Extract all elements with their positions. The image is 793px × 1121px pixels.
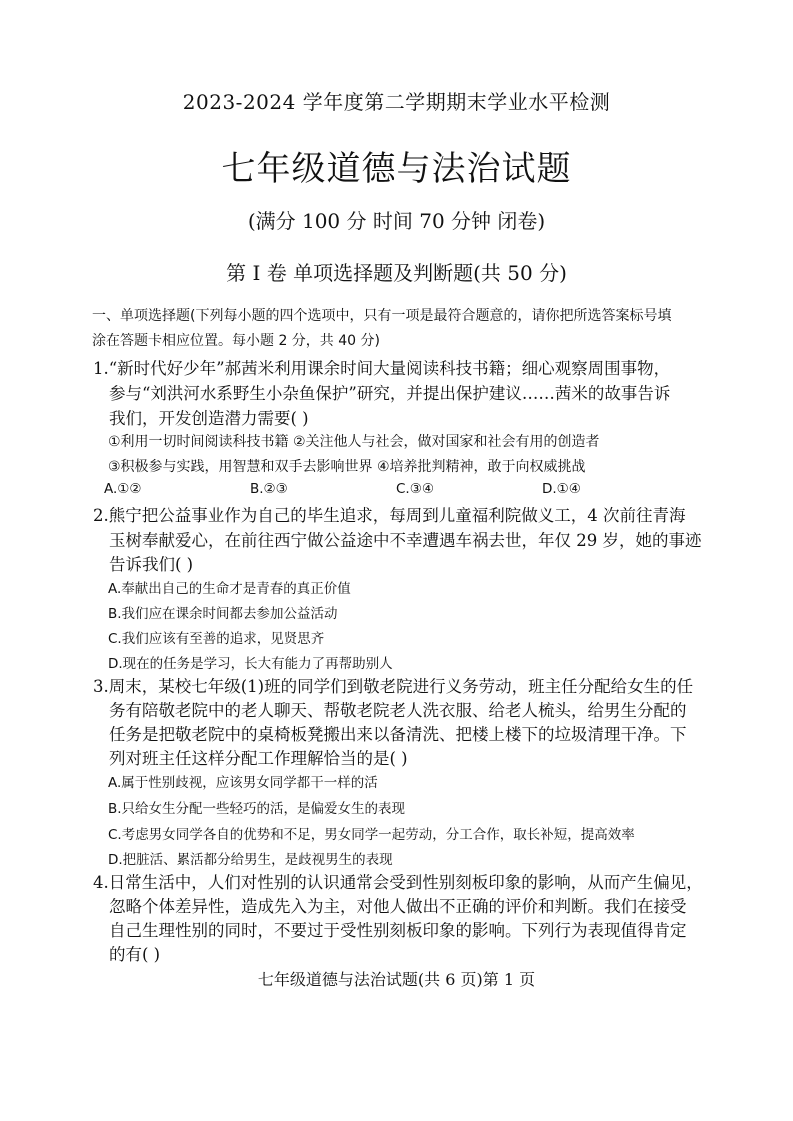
q2-option-c: C.我们应该有至善的追求，见贤思齐 — [108, 631, 325, 647]
q2-stem-line3: 告诉我们( ) — [109, 555, 194, 574]
q3-stem-line4: 列对班主任这样分配工作理解恰当的是( ) — [109, 749, 408, 768]
q3-stem-line2: 务有陪敬老院中的老人聊天、帮敬老院老人洗衣服、给老人梳头，给男生分配的 — [109, 701, 687, 720]
q4-stem-line1: 4.日常生活中，人们对性别的认识通常会受到性别刻板印象的影响，从而产生偏见， — [93, 873, 703, 892]
q2-option-a: A.奉献出自己的生命才是青春的真正价值 — [108, 581, 351, 597]
q3-option-c: C.考虑男女同学各自的优势和不足，男女同学一起劳动，分工合作，取长补短，提高效率 — [108, 827, 635, 843]
q2-stem-line1: 2.熊宁把公益事业作为自己的毕生追求，每周到儿童福利院做义工，4 次前往青海 — [93, 506, 686, 525]
q2-option-d: D.现在的任务是学习，长大有能力了再帮助别人 — [108, 656, 393, 672]
q4-stem-line2: 忽略个体差异性，造成先入为主，对他人做出不正确的评价和判断。我们在接受 — [109, 897, 687, 916]
q1-stem-line3: 我们，开发创造潜力需要( ) — [109, 409, 309, 428]
q1-statement-line1: ①利用一切时间阅读科技书籍 ②关注他人与社会，做对国家和社会有用的创造者 — [108, 434, 600, 450]
exam-name: 2023-2024 学年度第二学期期末学业水平检测 — [182, 90, 611, 114]
section1-instructions-line1: 一、单项选择题(下列每小题的四个选项中，只有一项是最符合题意的，请你把所选答案标号填 — [92, 308, 672, 324]
q3-option-d: D.把脏活、累活都分给男生，是歧视男生的表现 — [108, 852, 393, 868]
exam-info: (满分 100 分 时间 70 分钟 闭卷) — [247, 209, 546, 233]
section1-instructions-line2: 涂在答题卡相应位置。每小题 2 分，共 40 分) — [92, 333, 380, 349]
q2-stem-line2: 玉树奉献爱心，在前往西宁做公益途中不幸遭遇车祸去世，年仅 29 岁，她的事迹 — [109, 531, 702, 550]
q1-statement-line2: ③积极参与实践，用智慧和双手去影响世界 ④培养批判精神，敢于向权威挑战 — [108, 459, 586, 475]
q3-stem-line1: 3.周末，某校七年级(1)班的同学们到敬老院进行义务劳动，班主任分配给女生的任 — [93, 677, 694, 696]
q3-stem-line3: 任务是把敬老院中的桌椅板凳搬出来以备清洗、把楼上楼下的垃圾清理干净。下 — [109, 725, 687, 744]
q4-stem-line3: 自己生理性别的同时，不要过于受性别刻板印象的影响。下列行为表现值得肯定 — [109, 921, 687, 940]
page-footer: 七年级道德与法治试题(共 6 页)第 1 页 — [257, 970, 536, 989]
volume-title: 第 I 卷 单项选择题及判断题(共 50 分) — [226, 261, 567, 285]
q2-option-b: B.我们应在课余时间都去参加公益活动 — [108, 606, 338, 622]
q1-option-d: D.①④ — [542, 481, 581, 497]
q1-option-b: B.②③ — [250, 481, 288, 497]
q3-option-b: B.只给女生分配一些轻巧的活，是偏爱女生的表现 — [108, 801, 406, 817]
q4-stem-line4: 的有( ) — [109, 945, 161, 964]
subject-title: 七年级道德与法治试题 — [221, 149, 572, 189]
q3-option-a: A.属于性别歧视，应该男女同学都干一样的活 — [108, 775, 378, 791]
q1-stem-line2: 参与“刘洪河水系野生小杂鱼保护”研究，并提出保护建议……茜米的故事告诉 — [109, 384, 671, 403]
q1-option-a: A.①② — [104, 481, 142, 497]
q1-stem-line1: 1.“新时代好少年”郝茜米利用课余时间大量阅读科技书籍；细心观察周围事物， — [93, 359, 671, 378]
q1-option-c: C.③④ — [396, 481, 434, 497]
